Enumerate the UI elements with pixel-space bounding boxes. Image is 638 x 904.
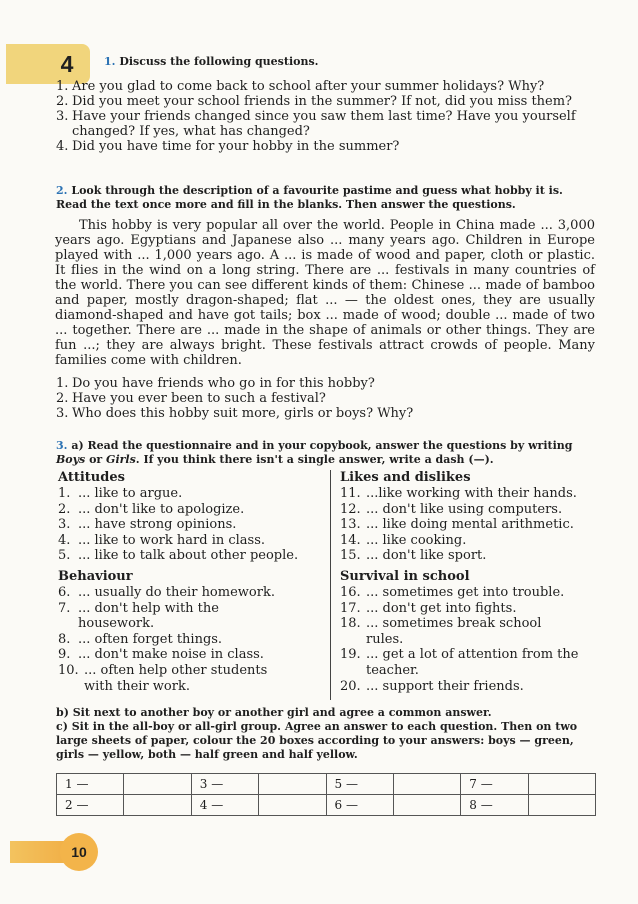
column-divider [330, 470, 331, 700]
ex3-part-c: c) Sit in the all-boy or all-girl group. Agree an answer to each question. Then on two large sheets of paper, colour the 20 boxes according to your answers: boys — green, girls — yellow, both — half green and half yellow. [56, 720, 578, 761]
ex3-number: 3. [56, 439, 68, 452]
list-item [58, 601, 268, 632]
item-number: 14. [340, 532, 361, 548]
answer-grid [56, 773, 596, 816]
list-item [340, 679, 602, 695]
item-text: ... don't like using computers. [366, 501, 563, 517]
item-text: ... don't help with the housework. [78, 600, 219, 632]
item-text: Have you ever been to such a festival? [72, 391, 326, 406]
ex2-paragraph: This hobby is very popular all over the world. People in China made ... 3,000 years ago. Egyptians and Japanese also ... many years ago. Children in Europe played with ... 1,000 years ago. A ... is made of wood and paper, cloth or plastic. It flies in the wind on a long string. There are ... festivals in many countries of the world. There you can see different kinds of them: Chinese ... made of bamboo and paper, mostly dragon-shaped; flat ... — the oldest ones, they are usually diamond-shaped and have got tails; box ... made of wood; double ... made of two ... together. There are ... made in the shape of animals or other things. They are fun ...; they are always bright. These festivals attract crowds of people. Many families come with children. [55, 218, 595, 368]
grid-cell[interactable] [393, 774, 460, 795]
item-text: Who does this hobby suit more, girls or boys? Why? [72, 406, 414, 421]
list-item [58, 647, 326, 663]
list-item [58, 632, 326, 648]
item-number: 13. [340, 517, 361, 533]
list-item [58, 585, 326, 601]
ex2-questions [56, 376, 596, 421]
list-item [58, 486, 326, 502]
item-number: 18. [340, 616, 361, 632]
grid-cell[interactable] [259, 774, 326, 795]
item-number: 2. [56, 391, 69, 406]
page-number: 10 [60, 833, 98, 871]
item-text: ... like to work hard in class. [78, 532, 266, 548]
ex3-title-a: a) Read the questionnaire and in your copybook, answer the questions by writing [71, 439, 573, 452]
item-number: 8. [58, 631, 71, 647]
grid-cell[interactable] [393, 795, 460, 816]
item-text: ... sometimes get into trouble. [366, 584, 565, 600]
item-number: 3. [56, 109, 69, 124]
item-text: ... like doing mental arithmetic. [366, 517, 574, 533]
item-number: 16. [340, 584, 361, 600]
ex2-text [55, 218, 595, 368]
list-item [56, 94, 596, 109]
item-number: 5. [58, 548, 71, 564]
survival-heading: Survival in school [340, 568, 470, 584]
ex3-instruction [56, 439, 601, 467]
ex3-or: or [89, 453, 103, 466]
list-item [340, 601, 602, 617]
item-text: ... often forget things. [78, 631, 223, 647]
item-number: 2. [58, 501, 71, 517]
item-text: ... don't like sport. [366, 548, 487, 564]
grid-cell[interactable] [528, 795, 595, 816]
item-number: 4. [58, 532, 71, 548]
item-text: ... don't get into fights. [366, 600, 517, 616]
grid-cell-label: 8 — [461, 795, 528, 816]
attitudes-heading: Attitudes [58, 470, 125, 485]
list-item [340, 486, 602, 502]
ex1-instruction [104, 55, 318, 69]
item-number: 4. [56, 139, 69, 154]
grid-cell-label: 6 — [326, 795, 393, 816]
behaviour-heading: Behaviour [58, 568, 133, 584]
likes-heading: Likes and dislikes [340, 470, 471, 485]
item-number: 1. [56, 376, 69, 391]
ex2-number: 2. [56, 184, 68, 197]
list-item [58, 502, 326, 518]
item-number: 17. [340, 600, 361, 616]
item-text: ...like working with their hands. [366, 486, 577, 501]
item-number: 11. [340, 486, 361, 501]
item-number: 1. [56, 79, 69, 94]
item-number: 3. [58, 517, 71, 533]
list-item [56, 139, 596, 154]
list-item [340, 502, 602, 518]
item-text: ... like cooking. [366, 532, 467, 548]
list-item [56, 391, 596, 406]
item-number: 6. [58, 584, 71, 600]
ex3-part-b: b) Sit next to another boy or another girl and agree a common answer. [56, 706, 492, 719]
ex2-title: Look through the description of a favourite pastime and guess what hobby it is. Read the text once more and fill in the blanks. Then answer the questions. [56, 184, 563, 211]
list-item [58, 663, 298, 694]
item-text: ... like to argue. [78, 486, 183, 501]
grid-cell[interactable] [259, 795, 326, 816]
item-number: 15. [340, 548, 361, 564]
grid-cell-label: 1 — [57, 774, 124, 795]
item-number: 7. [58, 600, 71, 616]
item-text: ... sometimes break school rules. [366, 616, 542, 647]
item-text: ... often help other students with their work. [84, 662, 268, 694]
grid-cell[interactable] [528, 774, 595, 795]
list-item [340, 647, 602, 678]
item-text: Have your friends changed since you saw them last time? Have you yourself changed? If yes, what has changed? [72, 109, 576, 139]
item-text: ... support their friends. [366, 678, 524, 694]
grid-cell-label: 4 — [191, 795, 258, 816]
ex1-questions [56, 79, 596, 154]
item-number: 9. [58, 647, 71, 663]
list-item [58, 517, 326, 533]
list-item [58, 533, 326, 549]
item-text: ... usually do their homework. [78, 584, 275, 600]
item-text: Did you meet your school friends in the summer? If not, did you miss them? [72, 94, 573, 109]
item-text: ... get a lot of attention from the teacher. [366, 647, 579, 678]
item-text: ... have strong opinions. [78, 517, 237, 533]
item-text: ... like to talk about other people. [78, 548, 299, 564]
item-number: 20. [340, 678, 361, 694]
list-item [340, 585, 602, 601]
list-item [340, 533, 602, 549]
list-item [56, 376, 596, 391]
item-text: ... don't like to apologize. [78, 501, 245, 517]
attitudes-column [58, 470, 326, 694]
item-text: Did you have time for your hobby in the summer? [72, 139, 400, 154]
item-number: 19. [340, 647, 361, 663]
list-item [56, 109, 596, 139]
grid-cell-label: 3 — [191, 774, 258, 795]
grid-cell-label: 7 — [461, 774, 528, 795]
item-number: 3. [56, 406, 69, 421]
list-item [340, 548, 602, 564]
ex2-instruction [56, 184, 596, 212]
unit-tab [6, 44, 90, 84]
grid-row [57, 795, 596, 816]
grid-cell-label: 5 — [326, 774, 393, 795]
list-item [340, 616, 576, 647]
ex3-title-b: . If you think there isn't a single answer, write a dash (—). [135, 453, 494, 466]
item-number: 1. [58, 486, 71, 501]
grid-cell[interactable] [124, 774, 191, 795]
list-item [340, 517, 602, 533]
grid-row [57, 774, 596, 795]
item-text: Are you glad to come back to school after your summer holidays? Why? [72, 79, 545, 94]
list-item [56, 406, 596, 421]
list-item [58, 548, 326, 564]
grid-cell[interactable] [124, 795, 191, 816]
item-text: Do you have friends who go in for this hobby? [72, 376, 375, 391]
unit-number: 4 [60, 50, 74, 77]
ex3-boys: Boys [56, 453, 86, 466]
grid-cell-label: 2 — [57, 795, 124, 816]
item-number: 10. [58, 662, 79, 678]
ex3-girls: Girls [106, 453, 136, 466]
item-text: ... don't make noise in class. [78, 647, 264, 663]
ex1-title: Discuss the following questions. [119, 55, 319, 68]
item-number: 2. [56, 94, 69, 109]
likes-column [340, 470, 602, 694]
list-item [56, 79, 596, 94]
item-number: 12. [340, 501, 361, 517]
ex1-number: 1. [104, 55, 116, 68]
